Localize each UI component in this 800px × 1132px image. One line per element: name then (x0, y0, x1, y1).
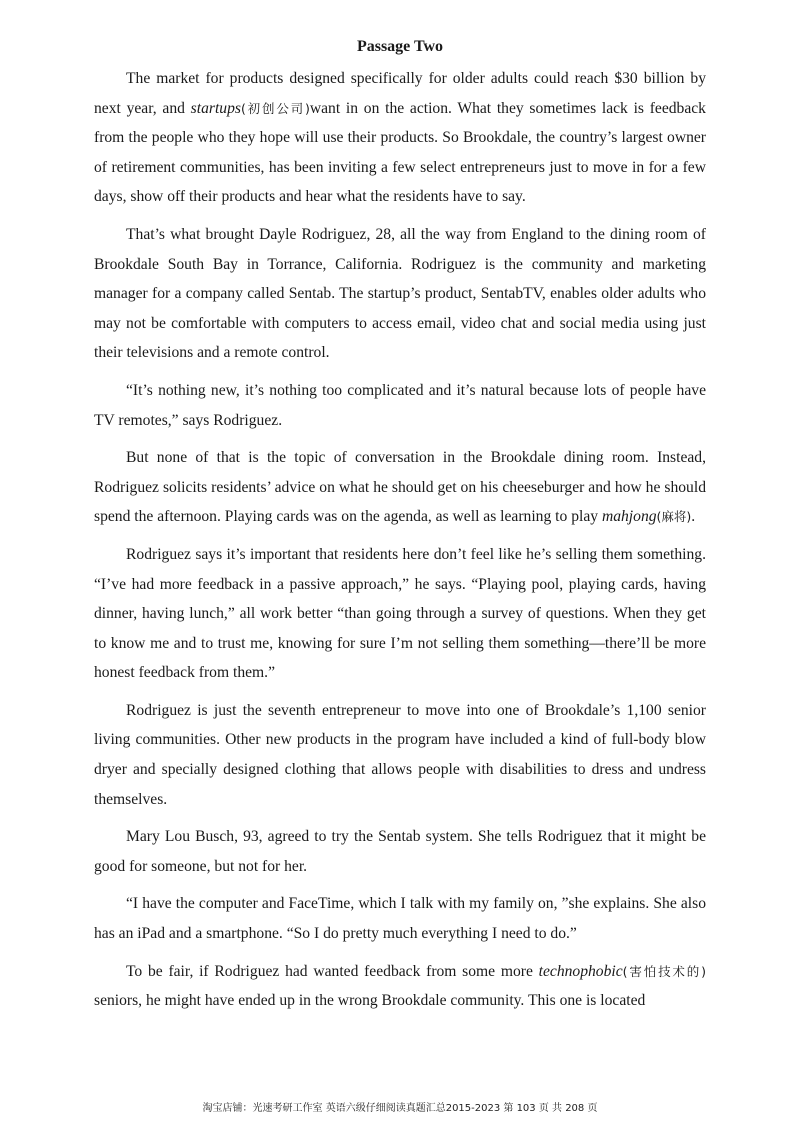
term-startups: startups (190, 99, 241, 117)
paragraph-6: Rodriguez is just the seventh entrepreneur to move into one of Brookdale’s 1,100 senior living communities. Other new products in the program have included a kind of full-body blow dryer and specially designed clothing that allows people with disabilities to dress and undress themselves. (94, 701, 706, 808)
paragraph-7: Mary Lou Busch, 93, agreed to try the Sentab system. She tells Rodriguez that it might be good for someone, but not for her. (94, 828, 706, 875)
chinese-gloss: (初创公司) (240, 100, 310, 116)
passage-title: Passage Two (356, 38, 444, 55)
paragraph-8: “I have the computer and FaceTime, which I talk with my family on, ”she explains. She also has an iPad and a smartphone. “So I do pretty much everything I need to do.” (94, 895, 706, 943)
paragraph-2: That’s what brought Dayle Rodriguez, 28, all the way from England to the dining room of Brookdale South Bay in Torrance, California. Rodriguez is the community and marketing manager for a company called Sentab. The startup’s product, SentabTV, enables older adults who may not be comfortable with computers to access email, video chat and social media using just their televisions and a remote control. (94, 225, 706, 362)
paragraph-3: “It’s nothing new, it’s nothing too complicated and it’s natural because lots of people have TV remotes,” says Rodriguez. (94, 381, 706, 429)
paragraph-4: But none of that is the topic of conversation in the Brookdale dining room. Instead, Rodriguez solicits residents’ advice on what he should get on his cheeseburger and how he should spend the afternoon. Playing cards was on the agenda, as well as learning to play mahjong(麻将). (94, 449, 706, 526)
term-mahjong: mahjong (601, 508, 657, 526)
page-footer: 淘宝店铺：光速考研工作室 英语六级仔细阅读真题汇总2015-2023 第 103 页 共 208 页 (202, 1103, 598, 1114)
document-page (94, 34, 706, 1024)
paragraph-5: Rodriguez says it’s important that residents here don’t feel like he’s selling them something. “I’ve had more feedback in a passive approach,” he says. “Playing pool, playing cards, having dinner, having lunch,” all work better “than going through a survey of questions. When they get to know me and to trust me, knowing for sure I’m not selling them something—there’ll be more honest feedback from them.” (94, 545, 706, 682)
chinese-gloss: (害怕技术的) (622, 963, 706, 979)
paragraph-1: The market for products designed specifically for older adults could reach $30 billion by next year, and startups(初创公司)want in on the action. What they sometimes lack is feedback from the people who they hope will use their products. So Brookdale, the country’s largest owner of retirement communities, has been inviting a few select entrepreneurs just to move in for a few days, show off their products and hear what the residents have to say. (94, 70, 706, 206)
chinese-gloss: (麻将) (656, 509, 692, 525)
paragraph-9: To be fair, if Rodriguez had wanted feedback from some more technophobic(害怕技术的) seniors, he might have ended up in the wrong Brookdale community. This one is located (94, 962, 706, 1010)
term-technophobic: technophobic (538, 962, 623, 980)
